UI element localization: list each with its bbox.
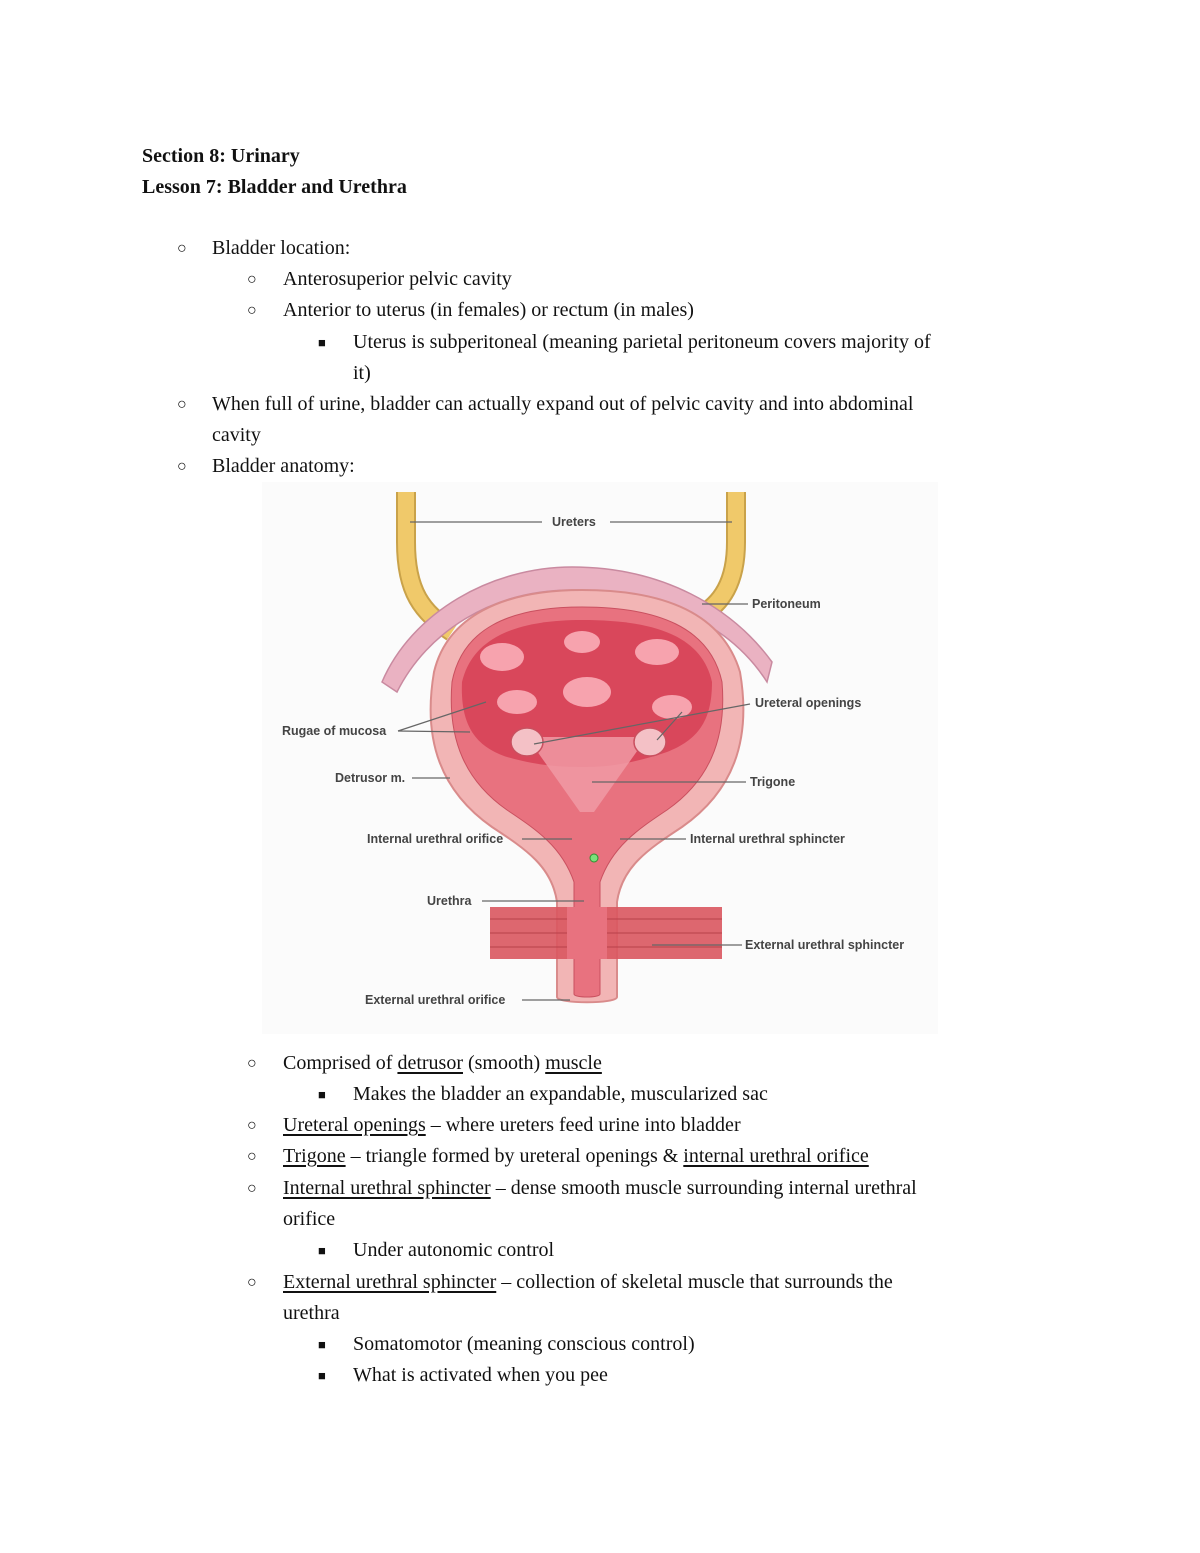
bladder-diagram [262,482,938,1034]
text-run: – dense smooth muscle surrounding internal urethral [490,1177,917,1199]
item-text: Anterior to uterus (in females) or rectum (in males) [283,299,694,321]
ruga [480,643,524,671]
term-trigone: Trigone [283,1145,346,1167]
term-muscle: muscle [545,1052,602,1074]
label-peritoneum: Peritoneum [752,597,821,611]
label-external-orifice: External urethral orifice [365,993,506,1007]
ruga [635,639,679,665]
bullet-circle: ○ [177,396,187,413]
bullet-square: ■ [318,335,326,350]
term-detrusor: detrusor [397,1052,463,1074]
ruga [497,690,537,714]
bullet-square: ■ [318,1087,326,1102]
term-internal-sphincter: Internal urethral sphincter [283,1177,491,1199]
marker-dot [590,854,598,862]
label-trigone: Trigone [750,775,796,789]
text-run: (smooth) [462,1052,546,1074]
label-external-sphincter: External urethral sphincter [745,938,905,952]
ureteral-opening-right [634,728,666,756]
bullet-circle: ○ [247,1180,257,1197]
item-text [283,1048,602,1079]
item-text [283,1267,893,1298]
item-text: Anterosuperior pelvic cavity [283,268,512,290]
item-text: it) [353,362,371,384]
item-text: What is activated when you pee [353,1364,608,1386]
text-run: Comprised of [283,1052,398,1074]
label-ureteral-openings: Ureteral openings [755,696,862,710]
lesson-title: Lesson 7: Bladder and Urethra [142,176,407,198]
term-ureteral-openings: Ureteral openings [283,1114,426,1136]
term-external-sphincter: External urethral sphincter [283,1271,497,1293]
item-text [283,1173,917,1204]
bullet-square: ■ [318,1368,326,1383]
item-text: Somatomotor (meaning conscious control) [353,1333,695,1355]
label-ureters: Ureters [552,515,596,529]
text-run: – triangle formed by ureteral openings & [345,1145,684,1167]
bullet-circle: ○ [247,302,257,319]
bullet-circle: ○ [247,271,257,288]
label-urethra: Urethra [427,894,472,908]
ruga [563,677,611,707]
item-text: cavity [212,424,261,446]
item-text: Under autonomic control [353,1239,555,1261]
item-text: Bladder anatomy: [212,455,355,477]
label-internal-orifice: Internal urethral orifice [367,832,504,846]
bullet-circle: ○ [247,1055,257,1072]
item-text [283,1110,741,1141]
item-text: When full of urine, bladder can actually expand out of pelvic cavity and into abdominal [212,393,914,415]
item-text: Bladder location: [212,237,351,259]
bullet-square: ■ [318,1337,326,1352]
bullet-circle: ○ [247,1117,257,1134]
label-detrusor: Detrusor m. [335,771,406,785]
item-text: orifice [283,1208,336,1230]
text-run: – where ureters feed urine into bladder [425,1114,741,1136]
text-run: – collection of skeletal muscle that surrounds the [496,1271,893,1293]
urethra-through-sphincter [567,907,607,959]
bullet-circle: ○ [177,240,187,257]
bullet-square: ■ [318,1243,326,1258]
bullet-circle: ○ [177,458,187,475]
item-text: Makes the bladder an expandable, muscularized sac [353,1083,768,1105]
ruga [564,631,600,653]
label-internal-sphincter: Internal urethral sphincter [690,832,845,846]
item-text: Uterus is subperitoneal (meaning parietal peritoneum covers majority of [353,331,931,353]
bladder-anatomy-figure [262,482,938,1034]
term-internal-orifice: internal urethral orifice [683,1145,869,1167]
ureteral-opening-left [511,728,543,756]
section-title: Section 8: Urinary [142,145,300,167]
item-text [283,1141,869,1172]
item-text: urethra [283,1302,340,1324]
bullet-circle: ○ [247,1148,257,1165]
label-rugae: Rugae of mucosa [282,724,387,738]
bullet-circle: ○ [247,1274,257,1291]
